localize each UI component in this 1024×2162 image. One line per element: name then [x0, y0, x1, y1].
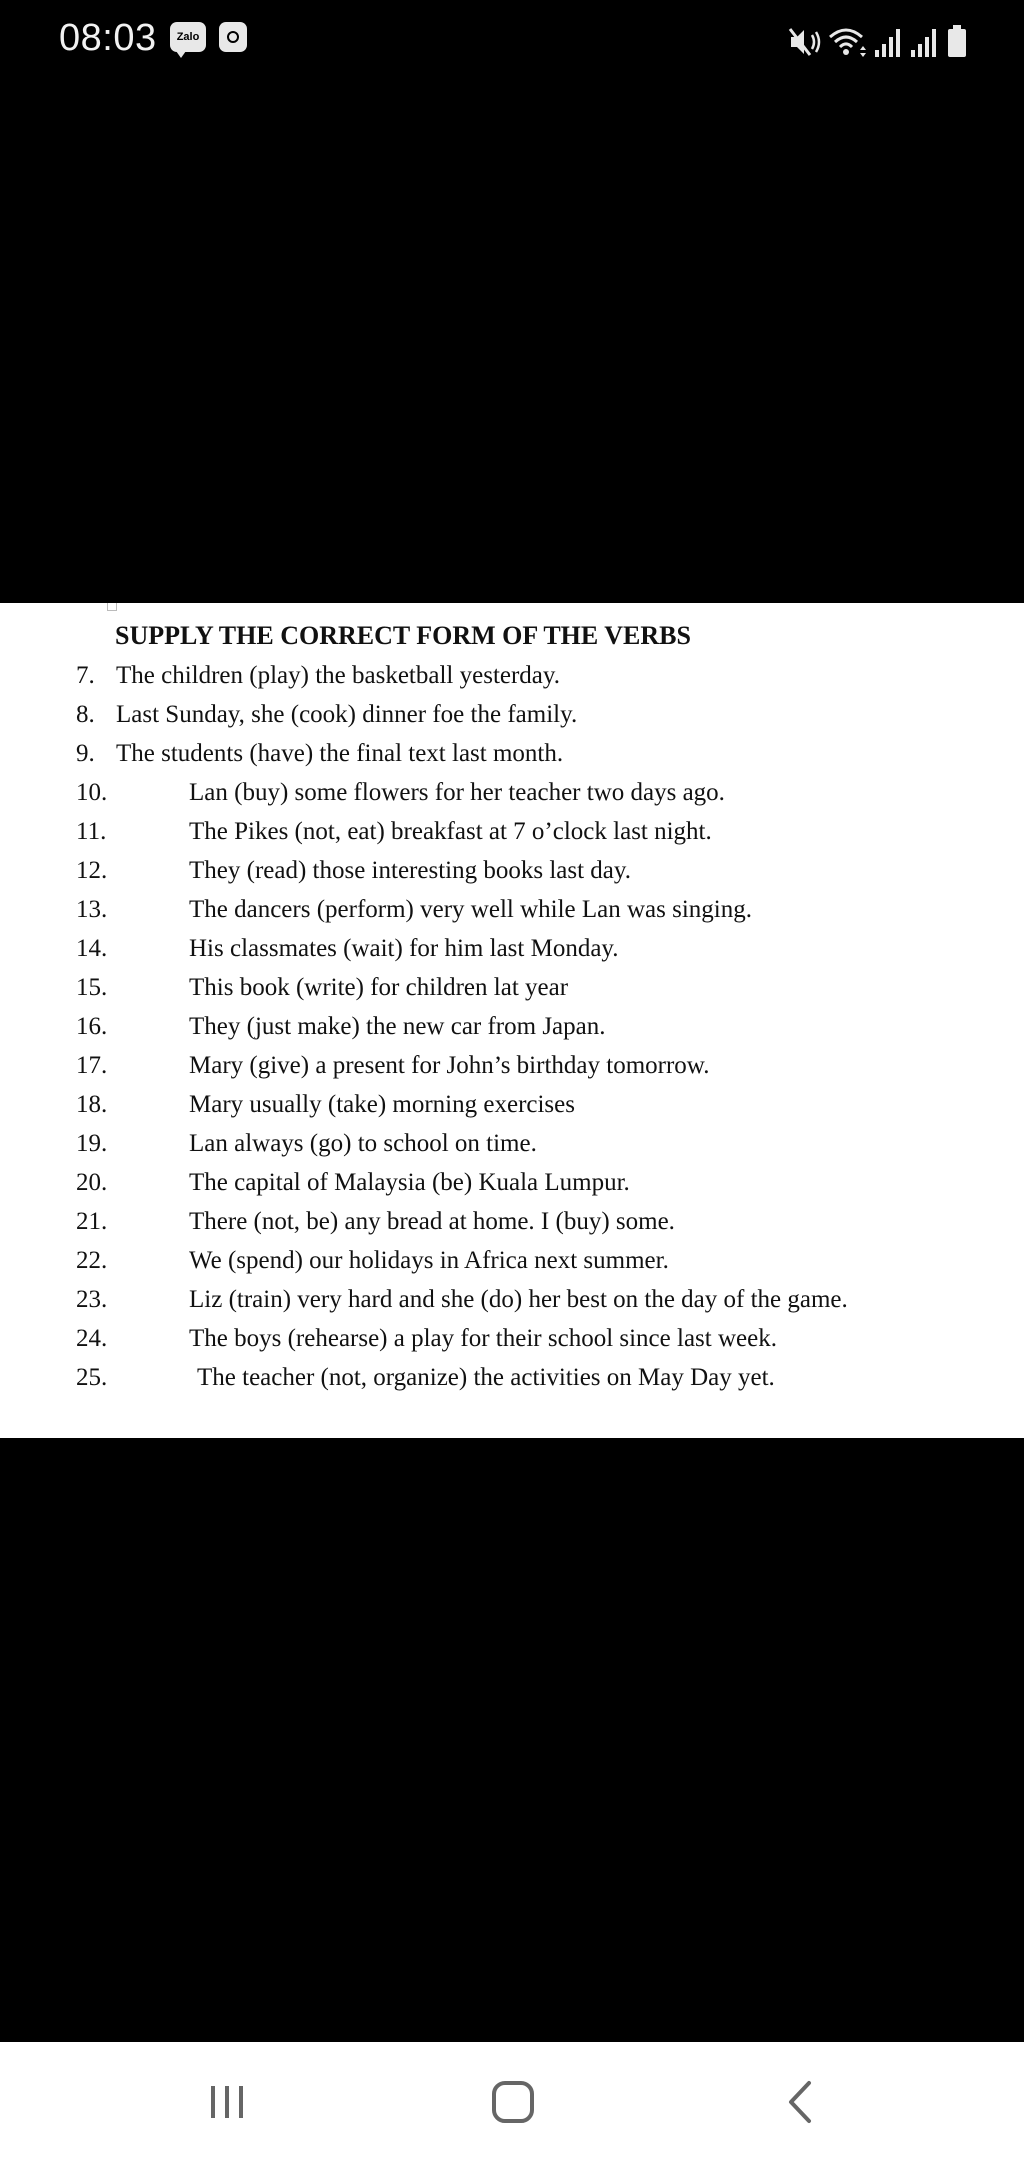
exercise-item: [0, 1204, 1024, 1243]
exercise-item: [0, 931, 1024, 970]
exercise-item: [0, 658, 1024, 697]
system-icons: [788, 22, 968, 58]
exercise-text: The dancers (perform) very well while Lan was singing.: [189, 896, 753, 923]
home-icon: [490, 2079, 536, 2125]
exercise-heading: SUPPLY THE CORRECT FORM OF THE VERBS: [115, 621, 691, 650]
back-button[interactable]: [756, 2062, 846, 2142]
exercise-text: Last Sunday, she (cook) dinner foe the family.: [116, 701, 578, 728]
exercise-number: 18.: [76, 1091, 108, 1118]
status-bar: [0, 0, 1024, 80]
status-time: 08:03: [59, 17, 157, 59]
exercise-text: This book (write) for children lat year: [189, 974, 569, 1001]
exercise-number: 24.: [76, 1325, 108, 1352]
exercise-text: Lan always (go) to school on time.: [189, 1130, 537, 1157]
exercise-number: 10.: [76, 779, 108, 806]
zalo-icon: [170, 22, 206, 52]
exercise-item: [0, 1360, 1024, 1399]
exercise-item: [0, 970, 1024, 1009]
exercise-text: They (read) those interesting books last day.: [189, 857, 632, 884]
exercise-text: The students (have) the final text last month.: [116, 740, 564, 767]
navigation-bar: [0, 2042, 1024, 2162]
document-page: [0, 603, 1024, 1438]
exercise-item: [0, 1321, 1024, 1360]
recents-button[interactable]: [182, 2062, 272, 2142]
exercise-text: Liz (train) very hard and she (do) her best on the day of the game.: [189, 1286, 848, 1313]
exercise-item: [0, 1282, 1024, 1321]
back-icon: [781, 2079, 821, 2125]
zalo-label: Zalo: [176, 31, 200, 43]
battery-icon: [946, 24, 968, 58]
exercise-item: [0, 814, 1024, 853]
exercise-item: [0, 1087, 1024, 1126]
exercise-text: The teacher (not, organize) the activities on May Day yet.: [197, 1364, 775, 1391]
exercise-text: There (not, be) any bread at home. I (buy) some.: [189, 1208, 675, 1235]
exercise-item: [0, 1243, 1024, 1282]
exercise-item: [0, 1126, 1024, 1165]
exercise-number: 12.: [76, 857, 108, 884]
signal-icon: [910, 26, 940, 58]
recents-icon: [205, 2082, 249, 2122]
media-icon: [219, 22, 247, 52]
page-corner-marker: [107, 603, 117, 611]
exercise-text: Mary usually (take) morning exercises: [189, 1091, 575, 1118]
exercise-text: We (spend) our holidays in Africa next summer.: [189, 1247, 669, 1274]
exercise-number: 20.: [76, 1169, 108, 1196]
exercise-text: They (just make) the new car from Japan.: [189, 1013, 606, 1040]
exercise-item: [0, 853, 1024, 892]
exercise-item: [0, 1165, 1024, 1204]
exercise-item: [0, 697, 1024, 736]
exercise-number: 8.: [76, 701, 95, 728]
exercise-number: 21.: [76, 1208, 108, 1235]
exercise-item: [0, 1048, 1024, 1087]
exercise-item: [0, 736, 1024, 775]
wifi-icon: [828, 26, 868, 58]
exercise-number: 22.: [76, 1247, 108, 1274]
exercise-number: 23.: [76, 1286, 108, 1313]
exercise-text: The boys (rehearse) a play for their school since last week.: [189, 1325, 777, 1352]
exercise-number: 7.: [76, 662, 95, 689]
exercise-number: 15.: [76, 974, 108, 1001]
exercise-text: Lan (buy) some flowers for her teacher two days ago.: [189, 779, 725, 806]
mute-icon: [788, 26, 822, 58]
exercise-text: The capital of Malaysia (be) Kuala Lumpur.: [189, 1169, 630, 1196]
exercise-item: [0, 775, 1024, 814]
exercise-number: 13.: [76, 896, 108, 923]
home-button[interactable]: [468, 2062, 558, 2142]
exercise-list: [0, 658, 1024, 1399]
exercise-item: [0, 1009, 1024, 1048]
exercise-number: 19.: [76, 1130, 108, 1157]
exercise-text: His classmates (wait) for him last Monday.: [189, 935, 619, 962]
signal-icon: [874, 26, 904, 58]
exercise-number: 17.: [76, 1052, 108, 1079]
exercise-text: The Pikes (not, eat) breakfast at 7 o’clock last night.: [189, 818, 712, 845]
exercise-number: 9.: [76, 740, 95, 767]
exercise-text: Mary (give) a present for John’s birthday tomorrow.: [189, 1052, 710, 1079]
exercise-number: 14.: [76, 935, 108, 962]
exercise-text: The children (play) the basketball yesterday.: [116, 662, 561, 689]
exercise-item: [0, 892, 1024, 931]
exercise-number: 11.: [76, 818, 107, 845]
exercise-number: 25.: [76, 1364, 108, 1391]
exercise-number: 16.: [76, 1013, 108, 1040]
